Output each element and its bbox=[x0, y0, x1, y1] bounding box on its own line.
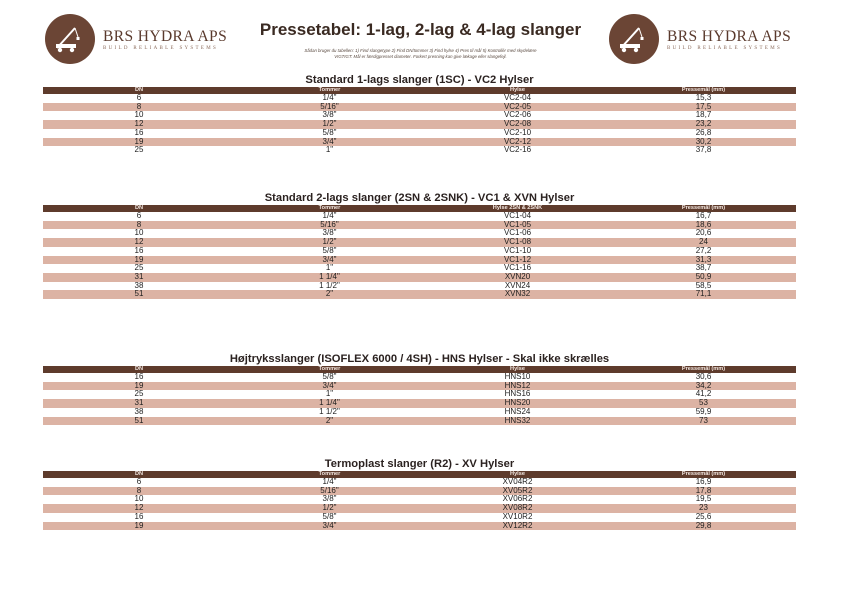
cell-tommer: 3/4" bbox=[235, 138, 424, 147]
table-row bbox=[43, 478, 796, 487]
cell-hylse: XVN32 bbox=[424, 290, 611, 299]
table-row bbox=[43, 282, 796, 291]
cell-dn: 16 bbox=[134, 372, 144, 381]
cell-pressemal: 37,8 bbox=[695, 145, 712, 155]
cell-dn: 10 bbox=[134, 110, 144, 120]
cell-tommer: 1/4" bbox=[322, 93, 337, 102]
brand-tagline: BUILD RELIABLE SYSTEMS bbox=[667, 45, 783, 51]
table-row bbox=[43, 146, 796, 155]
cell-pressemal: 71,1 bbox=[611, 290, 796, 299]
cell-tommer: 1" bbox=[325, 263, 334, 273]
column-header-pressemal: Pressemål (mm) bbox=[611, 366, 796, 373]
cell-pressemal: 31,3 bbox=[611, 256, 796, 265]
cell-hylse: XV04R2 bbox=[502, 477, 533, 486]
cell-tommer: 5/8" bbox=[322, 372, 337, 381]
table-row bbox=[43, 229, 796, 238]
brand-name: BRS HYDRA APS bbox=[103, 27, 228, 45]
table-row bbox=[43, 399, 796, 408]
cell-hylse: XV12R2 bbox=[424, 522, 611, 531]
cell-dn: 8 bbox=[43, 103, 235, 112]
cell-hylse: VC2-16 bbox=[503, 145, 532, 155]
table-row bbox=[43, 94, 796, 103]
table-row bbox=[43, 212, 796, 221]
cell-tommer: 5/8" bbox=[322, 511, 337, 521]
cell-pressemal: 26,8 bbox=[695, 127, 712, 137]
column-header-hylse: Hylse bbox=[424, 87, 611, 94]
cell-pressemal: 27,2 bbox=[695, 245, 712, 255]
cell-tommer: 2" bbox=[235, 290, 424, 299]
cell-dn: 12 bbox=[43, 504, 235, 513]
cell-dn: 6 bbox=[136, 477, 142, 486]
column-header-tommer: Tommer bbox=[235, 205, 424, 212]
cell-pressemal: 17,8 bbox=[611, 487, 796, 496]
cell-pressemal: 18,7 bbox=[695, 110, 712, 120]
cell-tommer: 3/8" bbox=[322, 110, 337, 120]
cell-pressemal: 15,3 bbox=[695, 93, 712, 102]
cell-dn: 6 bbox=[136, 211, 142, 220]
cell-pressemal: 17,5 bbox=[611, 103, 796, 112]
cell-tommer: 5/16" bbox=[235, 103, 424, 112]
cell-pressemal: 20,6 bbox=[695, 228, 712, 238]
table-row bbox=[43, 247, 796, 256]
cell-hylse: HNS32 bbox=[424, 417, 611, 426]
cell-pressemal: 30,2 bbox=[611, 138, 796, 147]
cell-hylse: VC2-05 bbox=[424, 103, 611, 112]
column-header-dn: DN bbox=[43, 366, 235, 373]
column-header-tommer: Tommer bbox=[235, 471, 424, 478]
cell-dn: 12 bbox=[43, 120, 235, 129]
cell-dn: 8 bbox=[43, 221, 235, 230]
cell-tommer: 5/8" bbox=[322, 245, 337, 255]
table-row bbox=[43, 382, 796, 391]
cell-dn: 31 bbox=[43, 273, 235, 282]
table-header-row bbox=[43, 87, 796, 94]
cell-dn: 31 bbox=[43, 399, 235, 408]
cell-hylse: HNS24 bbox=[504, 406, 531, 416]
cell-pressemal: 16,7 bbox=[695, 211, 712, 220]
cell-hylse: VC1-08 bbox=[424, 238, 611, 247]
column-header-hylse: Hylse bbox=[424, 471, 611, 478]
cell-dn: 19 bbox=[43, 138, 235, 147]
cell-pressemal: 29,8 bbox=[611, 522, 796, 531]
cell-dn: 51 bbox=[43, 290, 235, 299]
page-title: Pressetabel: 1-lag, 2-lag & 4-lag slanger bbox=[259, 20, 582, 39]
press-table bbox=[43, 205, 796, 299]
table-row bbox=[43, 103, 796, 112]
cell-tommer: 1/4" bbox=[322, 211, 337, 220]
table-row bbox=[43, 138, 796, 147]
cell-hylse: XVN20 bbox=[424, 273, 611, 282]
cell-hylse: VC2-04 bbox=[503, 93, 532, 102]
cell-dn: 38 bbox=[134, 406, 144, 416]
cell-hylse: HNS12 bbox=[424, 382, 611, 391]
cell-pressemal: 50,9 bbox=[611, 273, 796, 282]
cell-hylse: VC1-12 bbox=[424, 256, 611, 265]
cell-tommer: 1 1/4" bbox=[235, 399, 424, 408]
cell-dn: 38 bbox=[134, 280, 144, 290]
cell-tommer: 1/2" bbox=[235, 504, 424, 513]
cell-dn: 25 bbox=[134, 145, 144, 155]
brand-tagline: BUILD RELIABLE SYSTEMS bbox=[103, 45, 219, 51]
table-row bbox=[43, 111, 796, 120]
cell-pressemal: 23,2 bbox=[611, 120, 796, 129]
cell-hylse: VC2-06 bbox=[503, 110, 532, 120]
press-table bbox=[43, 87, 796, 155]
section-4sh bbox=[43, 352, 796, 425]
cell-dn: 19 bbox=[43, 522, 235, 531]
column-header-pressemal: Pressemål (mm) bbox=[611, 205, 796, 212]
table-row bbox=[43, 504, 796, 513]
cell-pressemal: 73 bbox=[611, 417, 796, 426]
table-header-row bbox=[43, 366, 796, 373]
cell-pressemal: 41,2 bbox=[695, 389, 712, 399]
table-row bbox=[43, 373, 796, 382]
column-header-pressemal: Pressemål (mm) bbox=[611, 87, 796, 94]
cell-dn: 8 bbox=[43, 487, 235, 496]
cell-hylse: VC1-16 bbox=[503, 263, 532, 273]
cell-dn: 25 bbox=[134, 389, 144, 399]
table-row bbox=[43, 487, 796, 496]
column-header-tommer: Tommer bbox=[235, 366, 424, 373]
cell-hylse: HNS20 bbox=[424, 399, 611, 408]
table-row bbox=[43, 120, 796, 129]
cell-hylse: XVN24 bbox=[504, 280, 531, 290]
cell-tommer: 1/2" bbox=[235, 238, 424, 247]
cell-pressemal: 59,9 bbox=[695, 406, 712, 416]
cell-hylse: HNS16 bbox=[504, 389, 531, 399]
column-header-hylse: Hylse 2SN & 2SNK bbox=[424, 205, 611, 212]
cell-hylse: VC1-04 bbox=[503, 211, 532, 220]
table-row bbox=[43, 129, 796, 138]
cell-dn: 25 bbox=[134, 263, 144, 273]
press-table bbox=[43, 366, 796, 425]
cell-dn: 19 bbox=[43, 382, 235, 391]
section-title: Standard 1-lags slanger (1SC) - VC2 Hylser bbox=[305, 74, 534, 86]
cell-tommer: 3/4" bbox=[235, 256, 424, 265]
cell-dn: 10 bbox=[134, 494, 144, 504]
table-row bbox=[43, 495, 796, 504]
column-header-dn: DN bbox=[43, 87, 235, 94]
cell-pressemal: 18,6 bbox=[611, 221, 796, 230]
cell-hylse: XV08R2 bbox=[424, 504, 611, 513]
section-r2 bbox=[43, 457, 796, 530]
table-row bbox=[43, 522, 796, 531]
cell-tommer: 1" bbox=[325, 389, 334, 399]
cell-hylse: VC2-10 bbox=[503, 127, 532, 137]
cell-tommer: 5/8" bbox=[322, 127, 337, 137]
section-2sn bbox=[43, 191, 796, 299]
cell-dn: 51 bbox=[43, 417, 235, 426]
cell-dn: 16 bbox=[134, 511, 144, 521]
column-header-dn: DN bbox=[43, 471, 235, 478]
cell-tommer: 2" bbox=[235, 417, 424, 426]
column-header-tommer: Tommer bbox=[235, 87, 424, 94]
table-header-row bbox=[43, 205, 796, 212]
cell-pressemal: 16,9 bbox=[695, 477, 712, 486]
warning-text: VIGTIGT: Mål er færdigpresset diameter. Forkert presning kan give lækage eller slangefejl. bbox=[334, 54, 507, 59]
cell-pressemal: 25,6 bbox=[695, 511, 712, 521]
table-row bbox=[43, 390, 796, 399]
cell-hylse: HNS10 bbox=[504, 372, 531, 381]
cell-pressemal: 19,5 bbox=[695, 494, 712, 504]
section-1sc bbox=[43, 73, 796, 155]
cell-hylse: VC1-05 bbox=[424, 221, 611, 230]
column-header-hylse: Hylse bbox=[424, 366, 611, 373]
cell-tommer: 3/4" bbox=[235, 382, 424, 391]
cell-tommer: 1/4" bbox=[322, 477, 337, 486]
column-header-pressemal: Pressemål (mm) bbox=[611, 471, 796, 478]
instructions-text: Sådan bruger du tabellen: 1) Find slangetype 2) Find DN/tommer 3) Find hylse 4) Pres til mål 5) Kontrollér med skydelære bbox=[304, 48, 537, 53]
cell-hylse: VC2-08 bbox=[424, 120, 611, 129]
table-row bbox=[43, 273, 796, 282]
cell-pressemal: 23 bbox=[611, 504, 796, 513]
table-header-row bbox=[43, 471, 796, 478]
cell-pressemal: 58,5 bbox=[695, 280, 712, 290]
cell-hylse: VC1-06 bbox=[503, 228, 532, 238]
cell-tommer: 1 1/2" bbox=[319, 406, 340, 416]
table-row bbox=[43, 513, 796, 522]
table-row bbox=[43, 264, 796, 273]
cell-pressemal: 24 bbox=[611, 238, 796, 247]
cell-hylse: VC1-10 bbox=[503, 245, 532, 255]
cell-hylse: VC2-12 bbox=[424, 138, 611, 147]
cell-tommer: 5/16" bbox=[235, 221, 424, 230]
press-table bbox=[43, 471, 796, 530]
cell-tommer: 1 1/4" bbox=[235, 273, 424, 282]
cell-hylse: XV10R2 bbox=[502, 511, 533, 521]
cell-tommer: 1" bbox=[325, 145, 334, 155]
cell-pressemal: 53 bbox=[611, 399, 796, 408]
cell-tommer: 5/16" bbox=[235, 487, 424, 496]
brand-name: BRS HYDRA APS bbox=[667, 27, 792, 45]
table-row bbox=[43, 256, 796, 265]
cell-dn: 6 bbox=[136, 93, 142, 102]
cell-tommer: 3/8" bbox=[322, 494, 337, 504]
table-row bbox=[43, 417, 796, 426]
table-row bbox=[43, 290, 796, 299]
section-title: Højtryksslanger (ISOFLEX 6000 / 4SH) - HNS Hylser - Skal ikke skrælles bbox=[229, 353, 610, 365]
cell-pressemal: 30,6 bbox=[695, 372, 712, 381]
cell-dn: 16 bbox=[134, 245, 144, 255]
cell-dn: 10 bbox=[134, 228, 144, 238]
cell-dn: 19 bbox=[43, 256, 235, 265]
cell-tommer: 3/8" bbox=[322, 228, 337, 238]
cell-hylse: XV06R2 bbox=[502, 494, 533, 504]
table-row bbox=[43, 408, 796, 417]
column-header-dn: DN bbox=[43, 205, 235, 212]
table-row bbox=[43, 238, 796, 247]
cell-dn: 12 bbox=[43, 238, 235, 247]
cell-pressemal: 34,2 bbox=[611, 382, 796, 391]
section-title: Standard 2-lags slanger (2SN & 2SNK) - VC1 & XVN Hylser bbox=[264, 192, 575, 204]
cell-tommer: 3/4" bbox=[235, 522, 424, 531]
cell-hylse: XV05R2 bbox=[424, 487, 611, 496]
cell-pressemal: 38,7 bbox=[695, 263, 712, 273]
cell-tommer: 1 1/2" bbox=[319, 280, 340, 290]
section-title: Termoplast slanger (R2) - XV Hylser bbox=[324, 458, 515, 470]
cell-dn: 16 bbox=[134, 127, 144, 137]
table-row bbox=[43, 221, 796, 230]
cell-tommer: 1/2" bbox=[235, 120, 424, 129]
